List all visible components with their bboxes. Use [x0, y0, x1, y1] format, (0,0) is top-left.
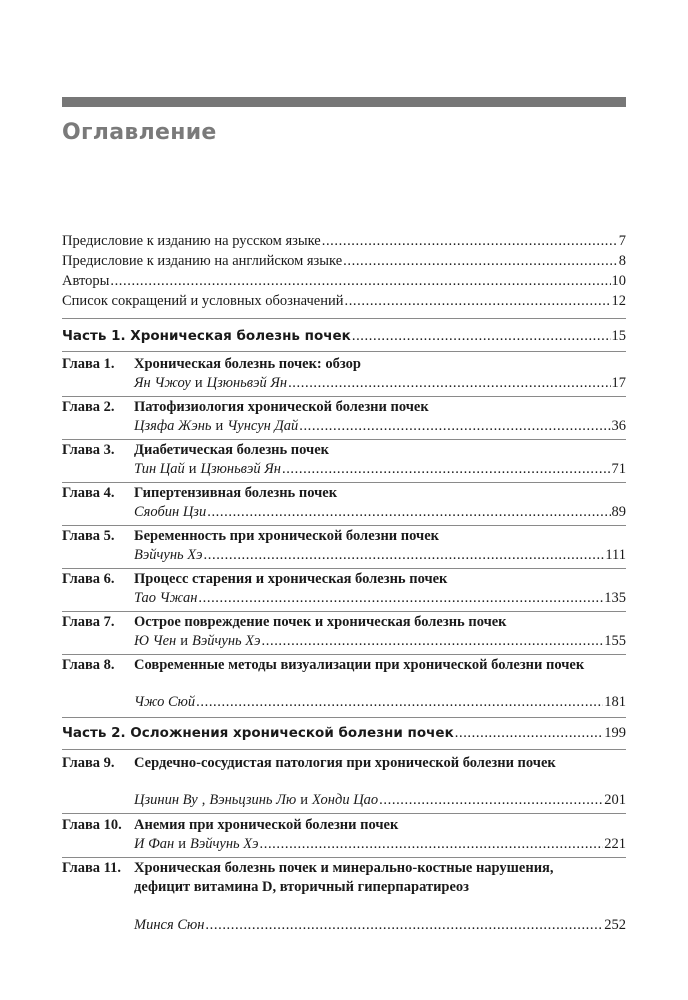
toc-entry-title: Предисловие к изданию на английском языке	[62, 253, 343, 269]
author-name: Сяобин Цзи	[134, 504, 207, 520]
chapter-divider	[62, 482, 626, 483]
toc-entry-preface-en[interactable]	[62, 253, 626, 273]
page-number: 135	[604, 590, 626, 606]
chapter-divider	[62, 611, 626, 612]
dot-leader	[262, 633, 604, 650]
author-name: Ю Чен	[134, 633, 177, 649]
chapter-label: Глава 2.	[62, 399, 115, 415]
dot-leader	[344, 293, 610, 310]
page-number: 7	[618, 233, 626, 249]
dot-leader	[299, 418, 610, 435]
chapter-divider	[62, 813, 626, 814]
page-number: 199	[604, 725, 626, 741]
part-title: Часть 2. Осложнения хронической болезни почек	[62, 725, 454, 741]
chapter-label: Глава 4.	[62, 485, 115, 501]
page-number: 36	[611, 418, 626, 434]
chapter-title: Гипертензивная болезнь почек	[134, 485, 338, 501]
page-number: 181	[604, 694, 626, 710]
chapter-authors	[134, 375, 626, 395]
chapter-authors	[134, 461, 626, 481]
and-word: и	[194, 375, 203, 391]
author-name: Ян Чжоу	[134, 375, 191, 391]
toc-entry-title: Авторы	[62, 273, 110, 289]
page-number: 17	[611, 375, 626, 391]
dot-leader	[379, 792, 603, 809]
chapter-title: Патофизиология хронической болезни почек	[134, 399, 429, 415]
page-number: 252	[604, 917, 626, 933]
author-name: Вэйчунь Хэ	[191, 633, 261, 649]
toc-entry-title: Предисловие к изданию на русском языке	[62, 233, 321, 249]
chapter-divider	[62, 857, 626, 858]
chapter-authors	[134, 917, 626, 937]
chapter-title: Современные методы визуализации при хронической болезни почек	[134, 657, 585, 673]
comma: ,	[201, 792, 206, 808]
chapter-label: Глава 9.	[62, 755, 115, 771]
dot-leader	[288, 375, 610, 392]
toc-entry-preface-ru[interactable]	[62, 233, 626, 253]
page-number: 10	[611, 273, 626, 289]
and-word: и	[178, 836, 186, 852]
chapter-divider	[62, 439, 626, 440]
and-word: и	[215, 418, 224, 434]
page-title: Оглавление	[62, 120, 217, 145]
dot-leader	[343, 253, 618, 270]
section-divider	[62, 717, 626, 718]
chapter-authors	[134, 836, 626, 856]
toc-entry-title: Список сокращений и условных обозначений	[62, 293, 344, 309]
toc-entry-abbreviations[interactable]	[62, 293, 626, 313]
author-name: Вэйчунь Хэ	[134, 547, 203, 563]
dot-leader	[352, 328, 611, 345]
page-number: 12	[611, 293, 626, 309]
header-rule	[62, 97, 626, 107]
author-name: Цзюньвэй Ян	[200, 461, 281, 477]
author-name: Тин Цай	[134, 461, 185, 477]
author-name: И Фан	[134, 836, 175, 852]
author-name: Вэйчунь Хэ	[189, 836, 259, 852]
dot-leader	[110, 273, 610, 290]
author-name: Тао Чжан	[134, 590, 198, 606]
chapter-title: Диабетическая болезнь почек	[134, 442, 329, 458]
page-number: 155	[604, 633, 626, 649]
dot-leader	[198, 590, 603, 607]
chapter-authors	[134, 694, 626, 714]
chapter-authors	[134, 504, 626, 524]
chapter-authors	[134, 547, 626, 567]
chapter-authors	[134, 418, 626, 438]
author-name: Вэньцзинь Лю	[209, 792, 297, 808]
toc-part-1[interactable]	[62, 328, 626, 348]
and-word: и	[180, 633, 188, 649]
chapter-label: Глава 11.	[62, 860, 122, 876]
dot-leader	[322, 233, 618, 250]
page-number: 221	[604, 836, 626, 852]
page-number: 111	[605, 547, 626, 563]
author-name: Минся Сюн	[134, 917, 205, 933]
chapter-label: Глава 3.	[62, 442, 115, 458]
section-divider	[62, 749, 626, 750]
toc-part-2[interactable]	[62, 725, 626, 745]
chapter-title: Беременность при хронической болезни почек	[134, 528, 439, 544]
and-word: и	[300, 792, 308, 808]
chapter-label: Глава 8.	[62, 657, 115, 673]
chapter-divider	[62, 568, 626, 569]
chapter-divider	[62, 654, 626, 655]
author-name: Цзюньвэй Ян	[206, 375, 288, 391]
part-title: Часть 1. Хроническая болезнь почек	[62, 328, 351, 344]
chapter-authors	[134, 590, 626, 610]
author-name: Хонди Цао	[311, 792, 379, 808]
author-name: Чунсун Дай	[227, 418, 299, 434]
chapter-label: Глава 1.	[62, 356, 115, 372]
chapter-title: Процесс старения и хроническая болезнь почек	[134, 571, 448, 587]
dot-leader	[455, 725, 604, 742]
dot-leader	[204, 547, 605, 564]
author-name: Цзинин Ву	[134, 792, 198, 808]
chapter-title: Острое повреждение почек и хроническая болезнь почек	[134, 614, 507, 630]
page-number: 201	[604, 792, 626, 808]
dot-leader	[196, 694, 603, 711]
chapter-authors	[134, 633, 626, 653]
page-number: 89	[611, 504, 626, 520]
chapter-label: Глава 6.	[62, 571, 115, 587]
chapter-title: Анемия при хронической болезни почек	[134, 817, 399, 833]
chapter-divider	[62, 396, 626, 397]
page-number: 8	[618, 253, 626, 269]
section-divider	[62, 351, 626, 352]
chapter-title: Сердечно-сосудистая патология при хронической болезни почек	[134, 755, 556, 771]
chapter-label: Глава 10.	[62, 817, 122, 833]
and-word: и	[188, 461, 197, 477]
chapter-title: Хроническая болезнь почек: обзор	[134, 356, 361, 372]
page-number: 71	[611, 461, 626, 477]
chapter-label: Глава 5.	[62, 528, 115, 544]
dot-leader	[205, 917, 603, 934]
page-number: 15	[611, 328, 626, 344]
section-divider	[62, 318, 626, 319]
toc-entry-authors[interactable]	[62, 273, 626, 293]
author-name: Чжо Сюй	[134, 694, 196, 710]
chapter-label: Глава 7.	[62, 614, 115, 630]
chapter-title: Хроническая болезнь почек и минерально-костные нарушения, дефицит витамина D, вторичный гиперпаратиреоз	[134, 860, 554, 895]
chapter-authors	[134, 792, 626, 812]
chapter-divider	[62, 525, 626, 526]
dot-leader	[282, 461, 611, 478]
author-name: Цзяфа Жэнь	[134, 418, 212, 434]
dot-leader	[207, 504, 610, 521]
dot-leader	[260, 836, 604, 853]
